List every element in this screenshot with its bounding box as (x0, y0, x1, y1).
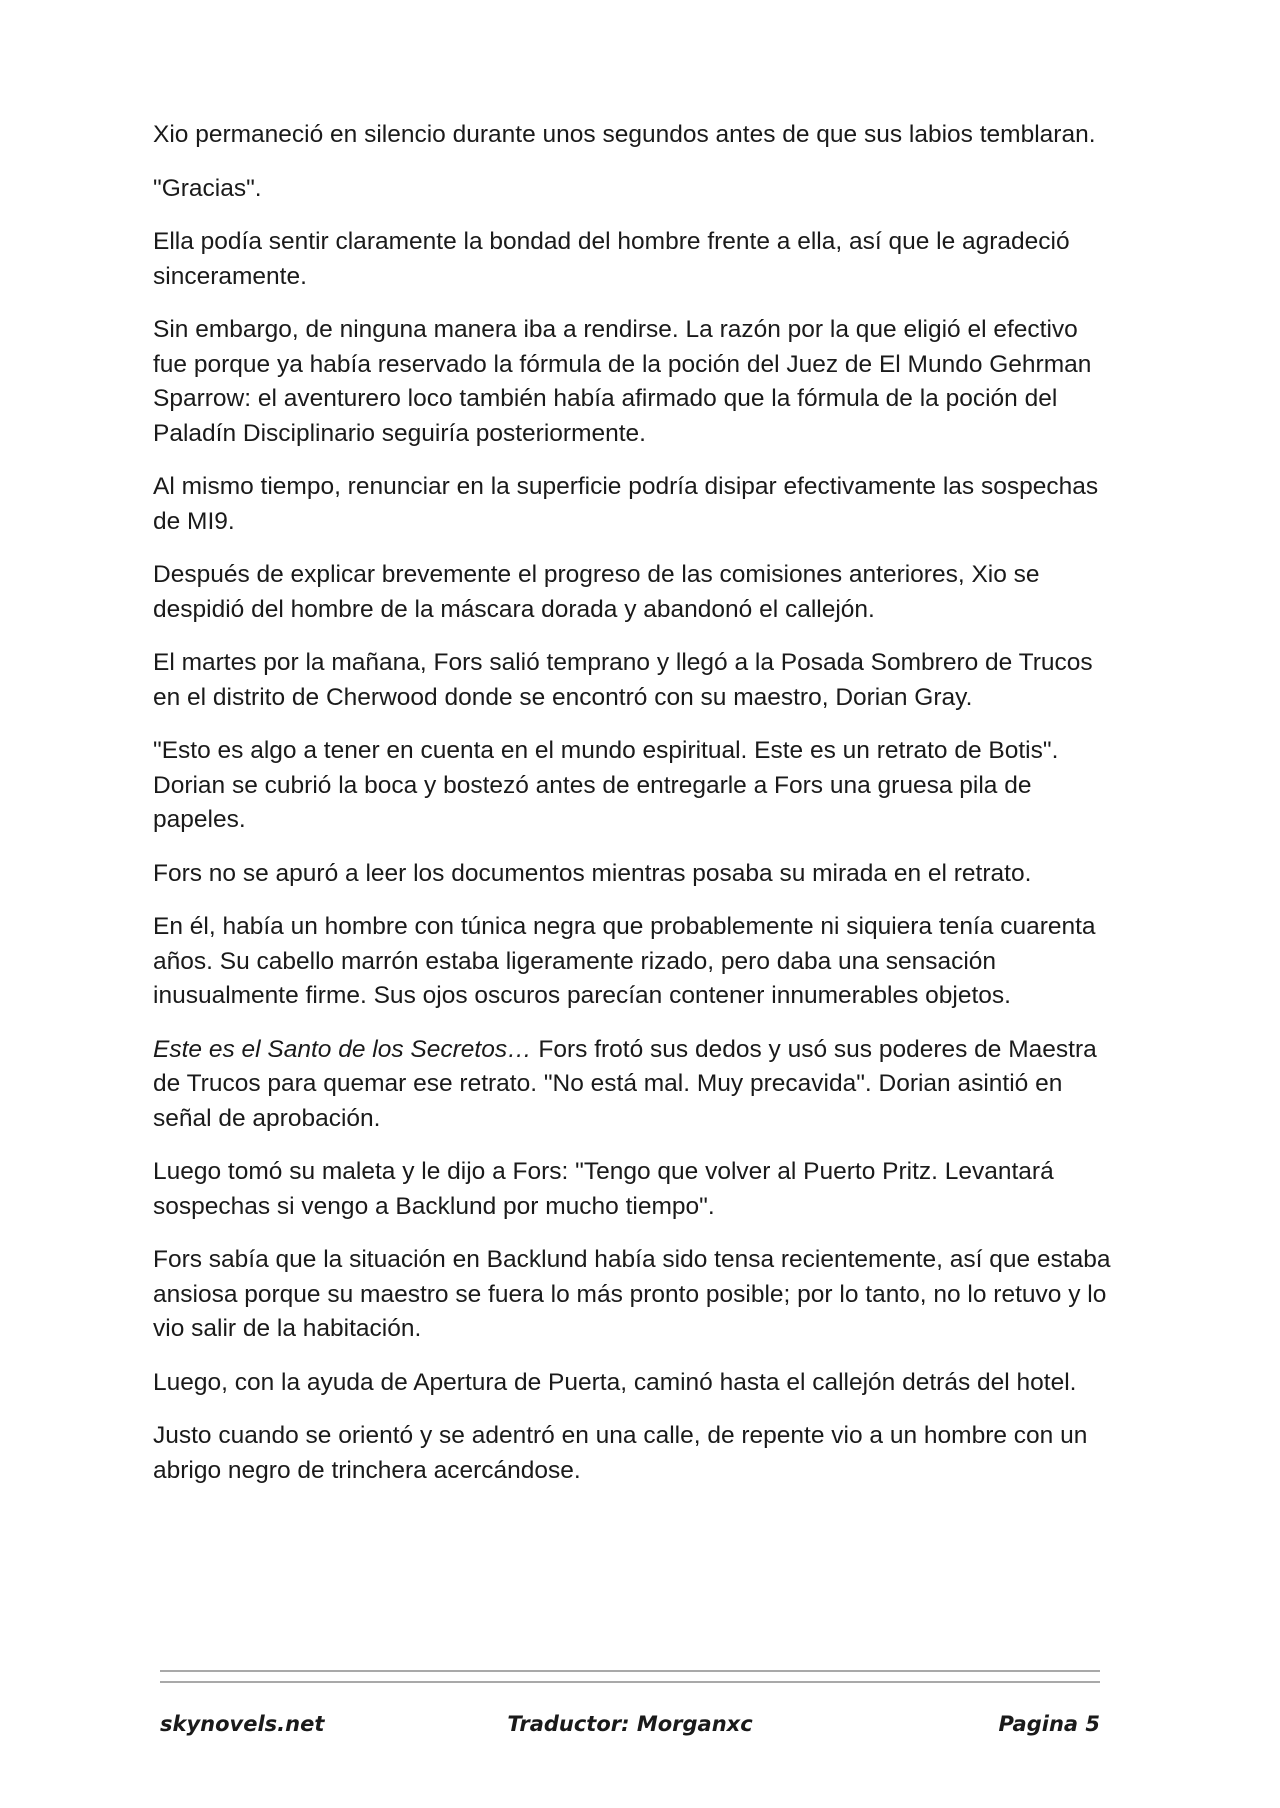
footer-translator: Traductor: Morganxc (507, 1712, 753, 1736)
paragraph-3: Ella podía sentir claramente la bondad del hombre frente a ella, así que le agradeció sinceramente. (153, 228, 1070, 290)
paragraph-9: Fors no se apuró a leer los documentos mientras posaba su mirada en el retrato. (153, 859, 1032, 887)
footer-page-number: Pagina 5 (998, 1712, 1100, 1736)
paragraph-11: Este es el Santo de los Secretos… Fors frotó sus dedos y usó sus poderes de Maestra de Trucos para quemar ese retrato. "No está mal. Muy precavida". Dorian asintió en señal de aprobación. (153, 1035, 1097, 1132)
italic-thought: Este es el Santo de los Secretos… (153, 1035, 532, 1063)
footer-rule-top (160, 1670, 1100, 1672)
paragraph-8: "Esto es algo a tener en cuenta en el mundo espiritual. Este es un retrato de Botis". Dorian se cubrió la boca y bostezó antes de entregarle a Fors una gruesa pila de papeles. (153, 737, 1059, 833)
page-body (153, 118, 1113, 1507)
paragraph-1: Xio permaneció en silencio durante unos segundos antes de que sus labios temblaran. (153, 121, 1096, 148)
paragraph-14: Luego, con la ayuda de Apertura de Puerta, caminó hasta el callejón detrás del hotel. (153, 1368, 1077, 1396)
paragraph-5: Al mismo tiempo, renunciar en la superficie podría disipar efectivamente las sospechas de MI9. (153, 473, 1099, 535)
paragraph-15: Justo cuando se orientó y se adentró en una calle, de repente vio a un hombre con un abrigo negro de trinchera acercándose. (153, 1422, 1088, 1484)
paragraph-10: En él, había un hombre con túnica negra que probablemente ni siquiera tenía cuarenta años. Su cabello marrón estaba ligeramente rizado, pero daba una sensación inusualmente firme. Sus ojos oscuros parecían contener innumerables objetos. (153, 913, 1096, 1009)
footer-site: skynovels.net (160, 1712, 325, 1736)
paragraph-2: "Gracias". (153, 174, 262, 202)
page-footer (160, 1712, 1100, 1752)
paragraph-4: Sin embargo, de ninguna manera iba a rendirse. La razón por la que eligió el efectivo fue porque ya había reservado la fórmula de la poción del Juez de El Mundo Gehrman Sparrow: el aventurero loco también había afirmado que la fórmula de la poción del Paladín Disciplinario seguiría posteriormente. (153, 316, 1092, 447)
paragraph-13: Fors sabía que la situación en Backlund había sido tensa recientemente, así que estaba ansiosa porque su maestro se fuera lo más pronto posible; por lo tanto, no lo retuvo y lo vio salir de la habitación. (153, 1246, 1111, 1342)
paragraph-6: Después de explicar brevemente el progreso de las comisiones anteriores, Xio se despidió del hombre de la máscara dorada y abandonó el callejón. (153, 561, 1040, 623)
paragraph-7: El martes por la mañana, Fors salió temprano y llegó a la Posada Sombrero de Trucos en el distrito de Cherwood donde se encontró con su maestro, Dorian Gray. (153, 649, 1093, 711)
paragraph-12: Luego tomó su maleta y le dijo a Fors: "Tengo que volver al Puerto Pritz. Levantará sospechas si vengo a Backlund por mucho tiempo". (153, 1158, 1054, 1220)
footer-rule-bottom (160, 1681, 1100, 1683)
footer-divider (160, 1670, 1100, 1692)
